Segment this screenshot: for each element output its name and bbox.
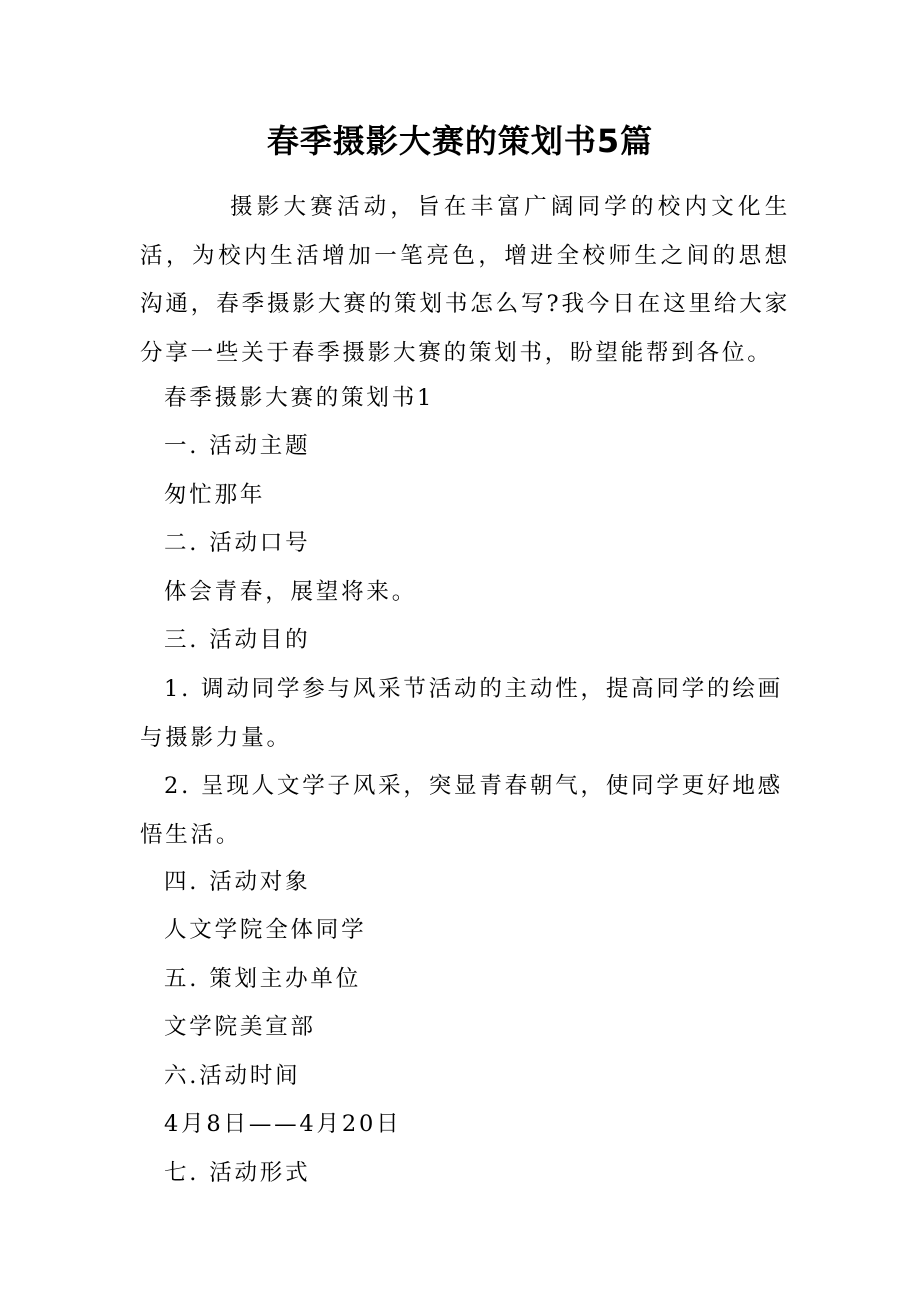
section-heading: 春季摄影大赛的策划书1 [164, 385, 435, 411]
item-heading: 二. 活动口号 [164, 530, 311, 556]
document-title: 春季摄影大赛的策划书5篇 [266, 122, 654, 160]
item-text: 4月8日——4月20日 [164, 1111, 402, 1137]
item-text: 体会青春，展望将来。 [164, 579, 418, 605]
item-text: 匆忙那年 [164, 482, 266, 508]
intro-paragraph: 摄影大赛活动，旨在丰富广阔同学的校内文化生活，为校内生活增加一笔亮色，增进全校师生之间的思想沟通，春季摄影大赛的策划书怎么写?我今日在这里给大家分享一些关于春季摄影大赛的策划书，盼望能帮到各位。 [140, 194, 790, 366]
item-text: 2. 呈现人文学子风采，突显青春朝气，使同学更好地感悟生活。 [140, 773, 783, 848]
item-heading: 七. 活动形式 [164, 1160, 311, 1186]
item-heading: 四. 活动对象 [164, 869, 311, 895]
item-text: 文学院美宣部 [164, 1014, 316, 1040]
item-heading: 五. 策划主办单位 [164, 966, 362, 992]
item-heading: 一. 活动主题 [164, 433, 311, 459]
item-text: 1. 调动同学参与风采节活动的主动性，提高同学的绘画与摄影力量。 [140, 676, 783, 751]
item-text: 人文学院全体同学 [164, 917, 367, 943]
item-heading: 三. 活动目的 [164, 627, 311, 653]
item-heading: 六.活动时间 [164, 1063, 301, 1089]
